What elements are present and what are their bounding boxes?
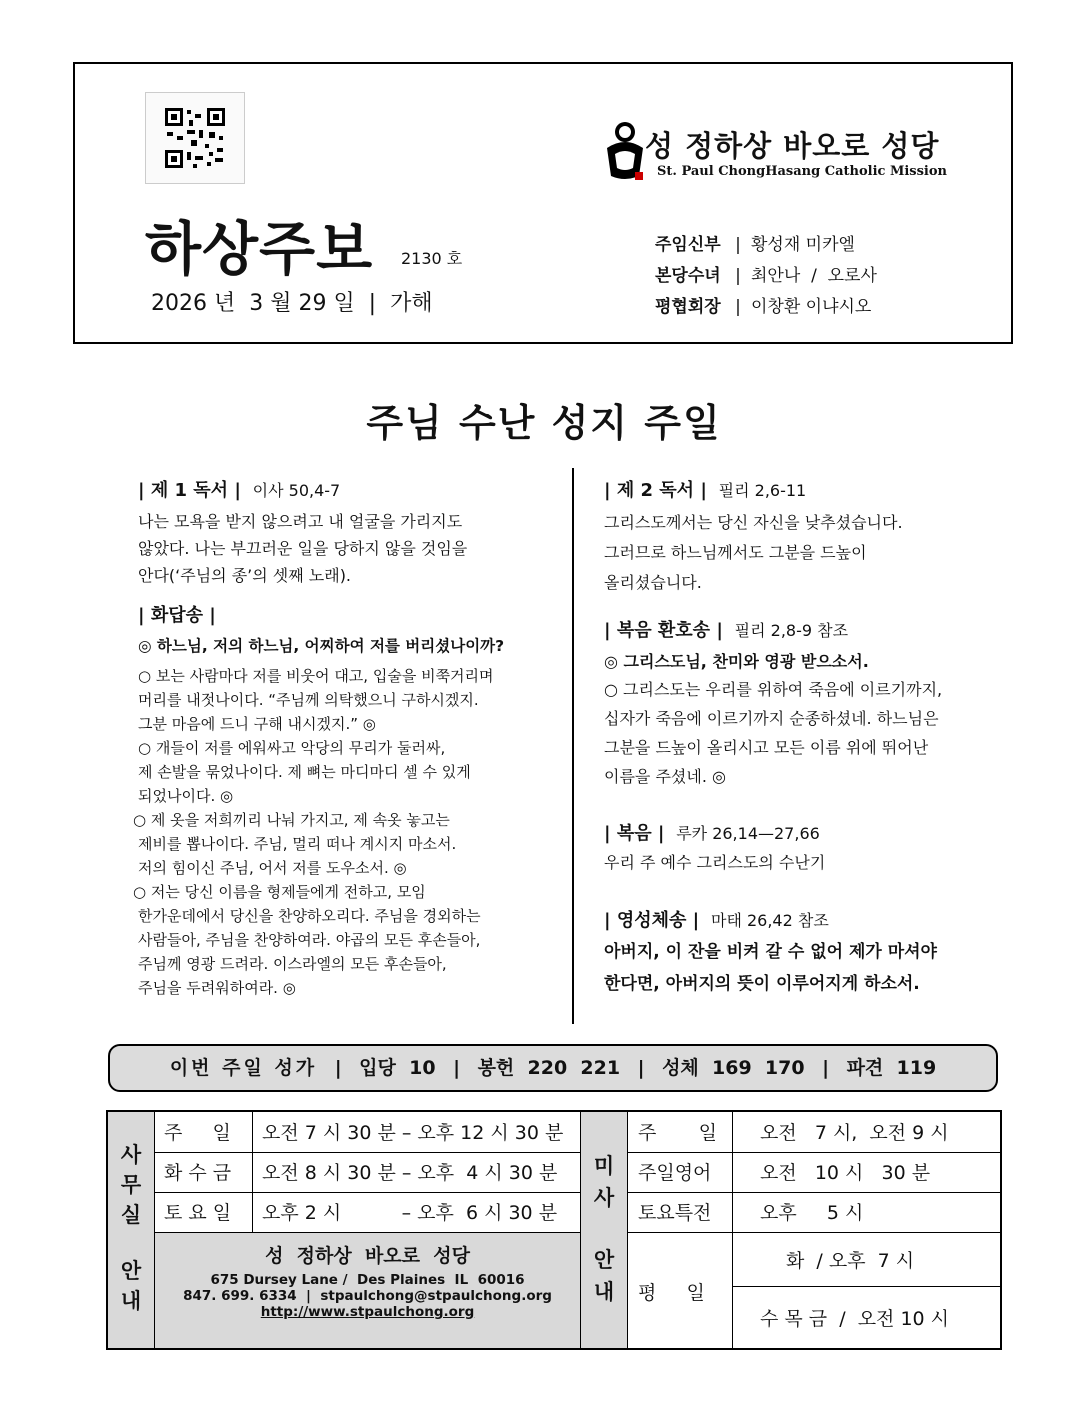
column-divider <box>572 468 574 1024</box>
psalm-verses <box>133 664 558 1000</box>
reading2-heading: | 제 2 독서 | 필리 2,6-11 <box>604 480 807 501</box>
contact-address: 675 Dursey Lane / Des Plaines IL 60016 <box>210 1272 525 1288</box>
acclamation-heading: | 복음 환호송 | 필리 2,8-9 참조 <box>604 620 849 641</box>
side-char: 내 <box>593 1280 615 1304</box>
staff-row: 본당수녀 | 최안나 / 오로사 <box>655 261 877 292</box>
text-line: 사람들아, 주님을 찬양하여라. 야곱의 모든 후손들아, <box>138 931 481 949</box>
mass-day: 토요특전 <box>638 1202 712 1224</box>
issue-number: 2130 호 <box>401 249 463 268</box>
hymn-entrance: 입당 10 <box>359 1057 436 1079</box>
side-char: 사 <box>120 1143 142 1167</box>
staff-role: 평협회장 <box>655 297 721 317</box>
communion-antiphon <box>604 936 1014 1000</box>
contact-url[interactable]: http://www.stpaulchong.org <box>260 1304 475 1320</box>
text-line: 나는 모욕을 받지 않으려고 내 얼굴을 가리지도 <box>138 512 463 531</box>
staff-name: 이창환 이냐시오 <box>751 297 872 317</box>
acclamation-verse <box>604 675 1014 791</box>
side-char: 안 <box>120 1259 142 1283</box>
reading2-ref: 필리 2,6-11 <box>718 481 807 500</box>
text-line: 제비를 뽑나이다. 주님, 멀리 떠나 계시지 마소서. <box>138 835 457 853</box>
text-line: 주님을 두려워하여라. ◎ <box>138 979 296 997</box>
left-column <box>133 476 558 1000</box>
staff-name: 황성재 미카엘 <box>751 235 855 255</box>
text-line: 아버지, 이 잔을 비켜 갈 수 없어 제가 마셔야 <box>604 942 937 962</box>
office-day: 주 일 <box>164 1122 231 1144</box>
staff-row: 주임신부 | 황성재 미카엘 <box>655 230 877 261</box>
reading1-ref: 이사 50,4-7 <box>252 481 341 500</box>
text-line: 올리셨습니다. <box>604 573 702 592</box>
bulletin-title: 하상주보 <box>145 215 374 283</box>
text-line: 않았다. 나는 부끄러운 일을 당하지 않을 것임을 <box>138 539 468 558</box>
side-char: 실 <box>120 1203 142 1227</box>
mass-weekday-time: 수 목 금 / 오전 10 시 <box>760 1308 950 1330</box>
main-title: 주님 수난 성지 주일 <box>366 401 722 445</box>
office-hours: 오전 7 시 30 분 – 오후 12 시 30 분 <box>262 1122 564 1144</box>
contact-name: 성 정하상 바오로 성당 <box>265 1245 470 1267</box>
staff-list <box>655 230 877 323</box>
communion-label: 영성체송 <box>616 910 687 931</box>
staff-role: 주임신부 <box>655 235 721 255</box>
hymn-dismissal: 파견 119 <box>846 1057 937 1079</box>
text-line: 제 손발을 묶었나이다. 제 뼈는 마디마디 셀 수 있게 <box>138 763 471 781</box>
contact-phone-email: 847. 699. 6334 | stpaulchong@stpaulchong.org <box>183 1288 552 1304</box>
side-char: 안 <box>593 1248 615 1272</box>
parish-name-korean: 성 정하상 바오로 성당 <box>645 129 940 163</box>
communion-heading: | 영성체송 | 마태 26,42 참조 <box>604 910 829 931</box>
staff-row: 평협회장 | 이창환 이냐시오 <box>655 292 877 323</box>
staff-role: 본당수녀 <box>655 266 721 286</box>
text-line: 되었나이다. ◎ <box>138 787 234 805</box>
reading2-text <box>604 508 1014 598</box>
side-char: 무 <box>120 1173 142 1197</box>
side-char: 사 <box>593 1186 615 1210</box>
text-line: 안다(‘주님의 종’의 셋째 노래). <box>138 566 352 585</box>
gospel-heading: | 복음 | 루카 26,14—27,66 <box>604 823 820 844</box>
mass-weekday-label: 평 일 <box>638 1282 705 1304</box>
text-line: 주님께 영광 드려라. 이스라엘의 모든 후손들아, <box>138 955 447 973</box>
gospel-ref: 루카 26,14—27,66 <box>676 824 820 843</box>
psalm-label: 화답송 <box>150 605 204 626</box>
date-line: 2026 년 3 월 29 일 | 가해 <box>151 291 433 316</box>
hymn-bar: 이번 주일 성가 | 입당 10 | 봉헌 220 221 | 성체 169 170 | 파견 119 <box>108 1044 998 1092</box>
header-box <box>73 62 1013 344</box>
text-line: 그러므로 하느님께서도 그분을 드높이 <box>604 543 867 562</box>
text-line: ○ 개들이 저를 에워싸고 악당의 무리가 둘러싸, <box>138 739 446 757</box>
side-char: 미 <box>593 1154 615 1178</box>
hymn-offertory: 봉헌 220 221 <box>477 1057 621 1079</box>
text-line: ○ 그리스도는 우리를 위하여 죽음에 이르기까지, <box>604 680 943 699</box>
hymns-title: 이번 주일 성가 <box>169 1057 318 1079</box>
info-table <box>106 1110 1002 1350</box>
text-line: ○ 제 옷을 저희끼리 나눠 가지고, 제 속옷 놓고는 <box>133 811 450 829</box>
text-line: 이름을 주셨네. ◎ <box>604 767 726 786</box>
side-char: 내 <box>120 1289 142 1313</box>
mass-day: 주일영어 <box>638 1162 712 1184</box>
qr-code[interactable] <box>145 92 245 184</box>
text-line: 십자가 죽음에 이르기까지 순종하셨네. 하느님은 <box>604 709 939 728</box>
text-line: 한다면, 아버지의 뜻이 이루어지게 하소서. <box>604 974 920 994</box>
text-line: 한가운데에서 당신을 찬양하오리다. 주님을 경외하는 <box>138 907 481 925</box>
reading1-heading: | 제 1 독서 | 이사 50,4-7 <box>138 480 341 501</box>
reading1-label: 제 1 독서 <box>150 480 229 501</box>
reading2-label: 제 2 독서 <box>616 480 695 501</box>
office-day: 화 수 금 <box>164 1162 232 1184</box>
text-line: 그리스도께서는 당신 자신을 낮추셨습니다. <box>604 513 903 532</box>
acclamation-response: ◎ 그리스도님, 찬미와 영광 받으소서. <box>604 652 869 671</box>
communion-ref: 마태 26,42 참조 <box>710 911 829 930</box>
right-column <box>604 476 1014 1000</box>
acclamation-ref: 필리 2,8-9 참조 <box>734 621 849 640</box>
psalm-response: ◎ 하느님, 저의 하느님, 어찌하여 저를 버리셨나이까? <box>138 637 505 655</box>
text-line: 그분 마음에 드니 구해 내시겠지.” ◎ <box>138 715 376 733</box>
mass-time: 오전 7 시, 오전 9 시 <box>760 1122 949 1144</box>
mass-time: 오후 5 시 <box>760 1202 864 1224</box>
acclamation-label: 복음 환호송 <box>616 620 711 641</box>
gospel-text: 우리 주 예수 그리스도의 수난기 <box>604 853 826 872</box>
contact-box <box>155 1233 580 1348</box>
reading1-text <box>138 508 558 589</box>
text-line: ○ 보는 사람마다 저를 비웃어 대고, 입술을 비쭉거리며 <box>138 667 494 685</box>
text-line: 머리를 내젓나이다. “주님께 의탁했으니 구하시겠지. <box>138 691 479 709</box>
mass-weekday-time: 화 / 오후 7 시 <box>786 1250 915 1272</box>
gospel-label: 복음 <box>616 823 652 844</box>
mass-day: 주 일 <box>638 1122 717 1144</box>
office-hours: 오후 2 시 – 오후 6 시 30 분 <box>262 1202 558 1224</box>
text-line: ○ 저는 당신 이름을 형제들에게 전하고, 모임 <box>133 883 426 901</box>
mass-side-label <box>581 1112 627 1348</box>
office-hours: 오전 8 시 30 분 – 오후 4 시 30 분 <box>262 1162 558 1184</box>
staff-name: 최안나 / 오로사 <box>751 266 877 286</box>
psalm-heading: | 화답송 | <box>138 605 216 626</box>
parish-name-english: St. Paul ChongHasang Catholic Mission <box>657 164 947 179</box>
text-line: 그분을 드높이 올리시고 모든 이름 위에 뛰어난 <box>604 738 929 757</box>
qr-code-icon <box>165 108 225 168</box>
text-line: 저의 힘이신 주님, 어서 저를 도우소서. ◎ <box>138 859 407 877</box>
office-day: 토 요 일 <box>164 1202 232 1224</box>
mass-time: 오전 10 시 30 분 <box>760 1162 931 1184</box>
hymn-communion: 성체 169 170 <box>662 1057 805 1079</box>
office-side-label <box>108 1112 154 1348</box>
